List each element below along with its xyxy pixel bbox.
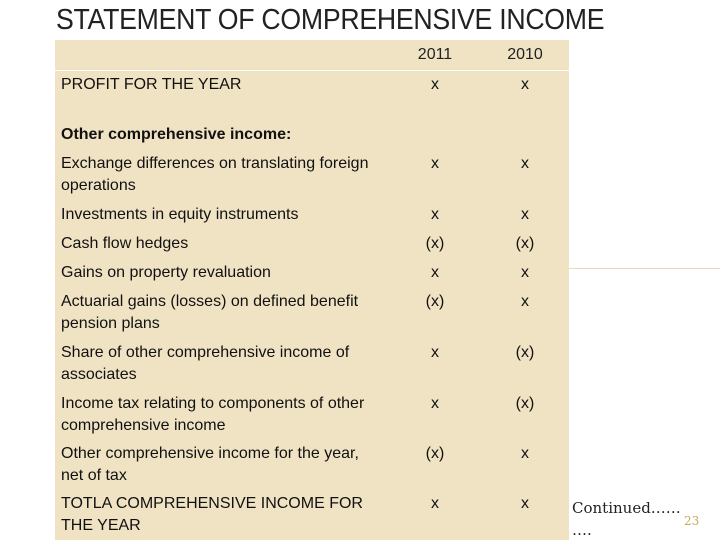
value-2011: (x): [425, 293, 445, 310]
row-label: Share of other comprehensive income of associates: [61, 344, 350, 383]
value-2010: (x): [515, 235, 535, 252]
value-2011: x: [431, 395, 439, 412]
row-label: TOTLA COMPREHENSIVE INCOME FOR THE YEAR: [61, 495, 363, 534]
value-2010: x: [521, 206, 529, 223]
year-header-2010: 2010: [507, 46, 543, 63]
value-2011: x: [431, 495, 439, 512]
page-title: STATEMENT OF COMPREHENSIVE INCOME: [56, 4, 605, 36]
value-2011: x: [431, 264, 439, 281]
year-header-2011: 2011: [417, 46, 453, 63]
value-2011: (x): [425, 235, 445, 252]
row-label: Other comprehensive income for the year, net of tax: [61, 445, 359, 484]
value-2011: x: [431, 206, 439, 223]
row-label: Gains on property revaluation: [61, 264, 271, 281]
row-label: Actuarial gains (losses) on defined benefit pension plans: [61, 293, 359, 332]
row-label: Investments in equity instruments: [61, 206, 299, 223]
continued-note-dots: ….: [572, 521, 592, 539]
table-header: [55, 40, 569, 71]
value-2010: x: [521, 293, 529, 310]
value-2011: x: [431, 344, 439, 361]
value-2010: (x): [515, 344, 535, 361]
decorative-divider: [569, 268, 720, 269]
value-2010: x: [521, 445, 529, 462]
row-label: PROFIT FOR THE YEAR: [61, 76, 242, 93]
row-label: Income tax relating to components of other comprehensive income: [61, 395, 365, 434]
value-2011: x: [431, 155, 439, 172]
value-2010: x: [521, 264, 529, 281]
continued-note: Continued……: [572, 499, 681, 517]
row-label: Cash flow hedges: [61, 235, 189, 252]
value-2010: (x): [515, 395, 535, 412]
value-2011: x: [431, 76, 439, 93]
section-label: Other comprehensive income:: [61, 126, 292, 143]
value-2010: x: [521, 155, 529, 172]
row-label: Exchange differences on translating foreign operations: [61, 155, 369, 194]
value-2010: x: [521, 76, 529, 93]
statement-table: [55, 40, 569, 540]
value-2011: (x): [425, 445, 445, 462]
page-number: 23: [684, 514, 700, 528]
value-2010: x: [521, 495, 529, 512]
